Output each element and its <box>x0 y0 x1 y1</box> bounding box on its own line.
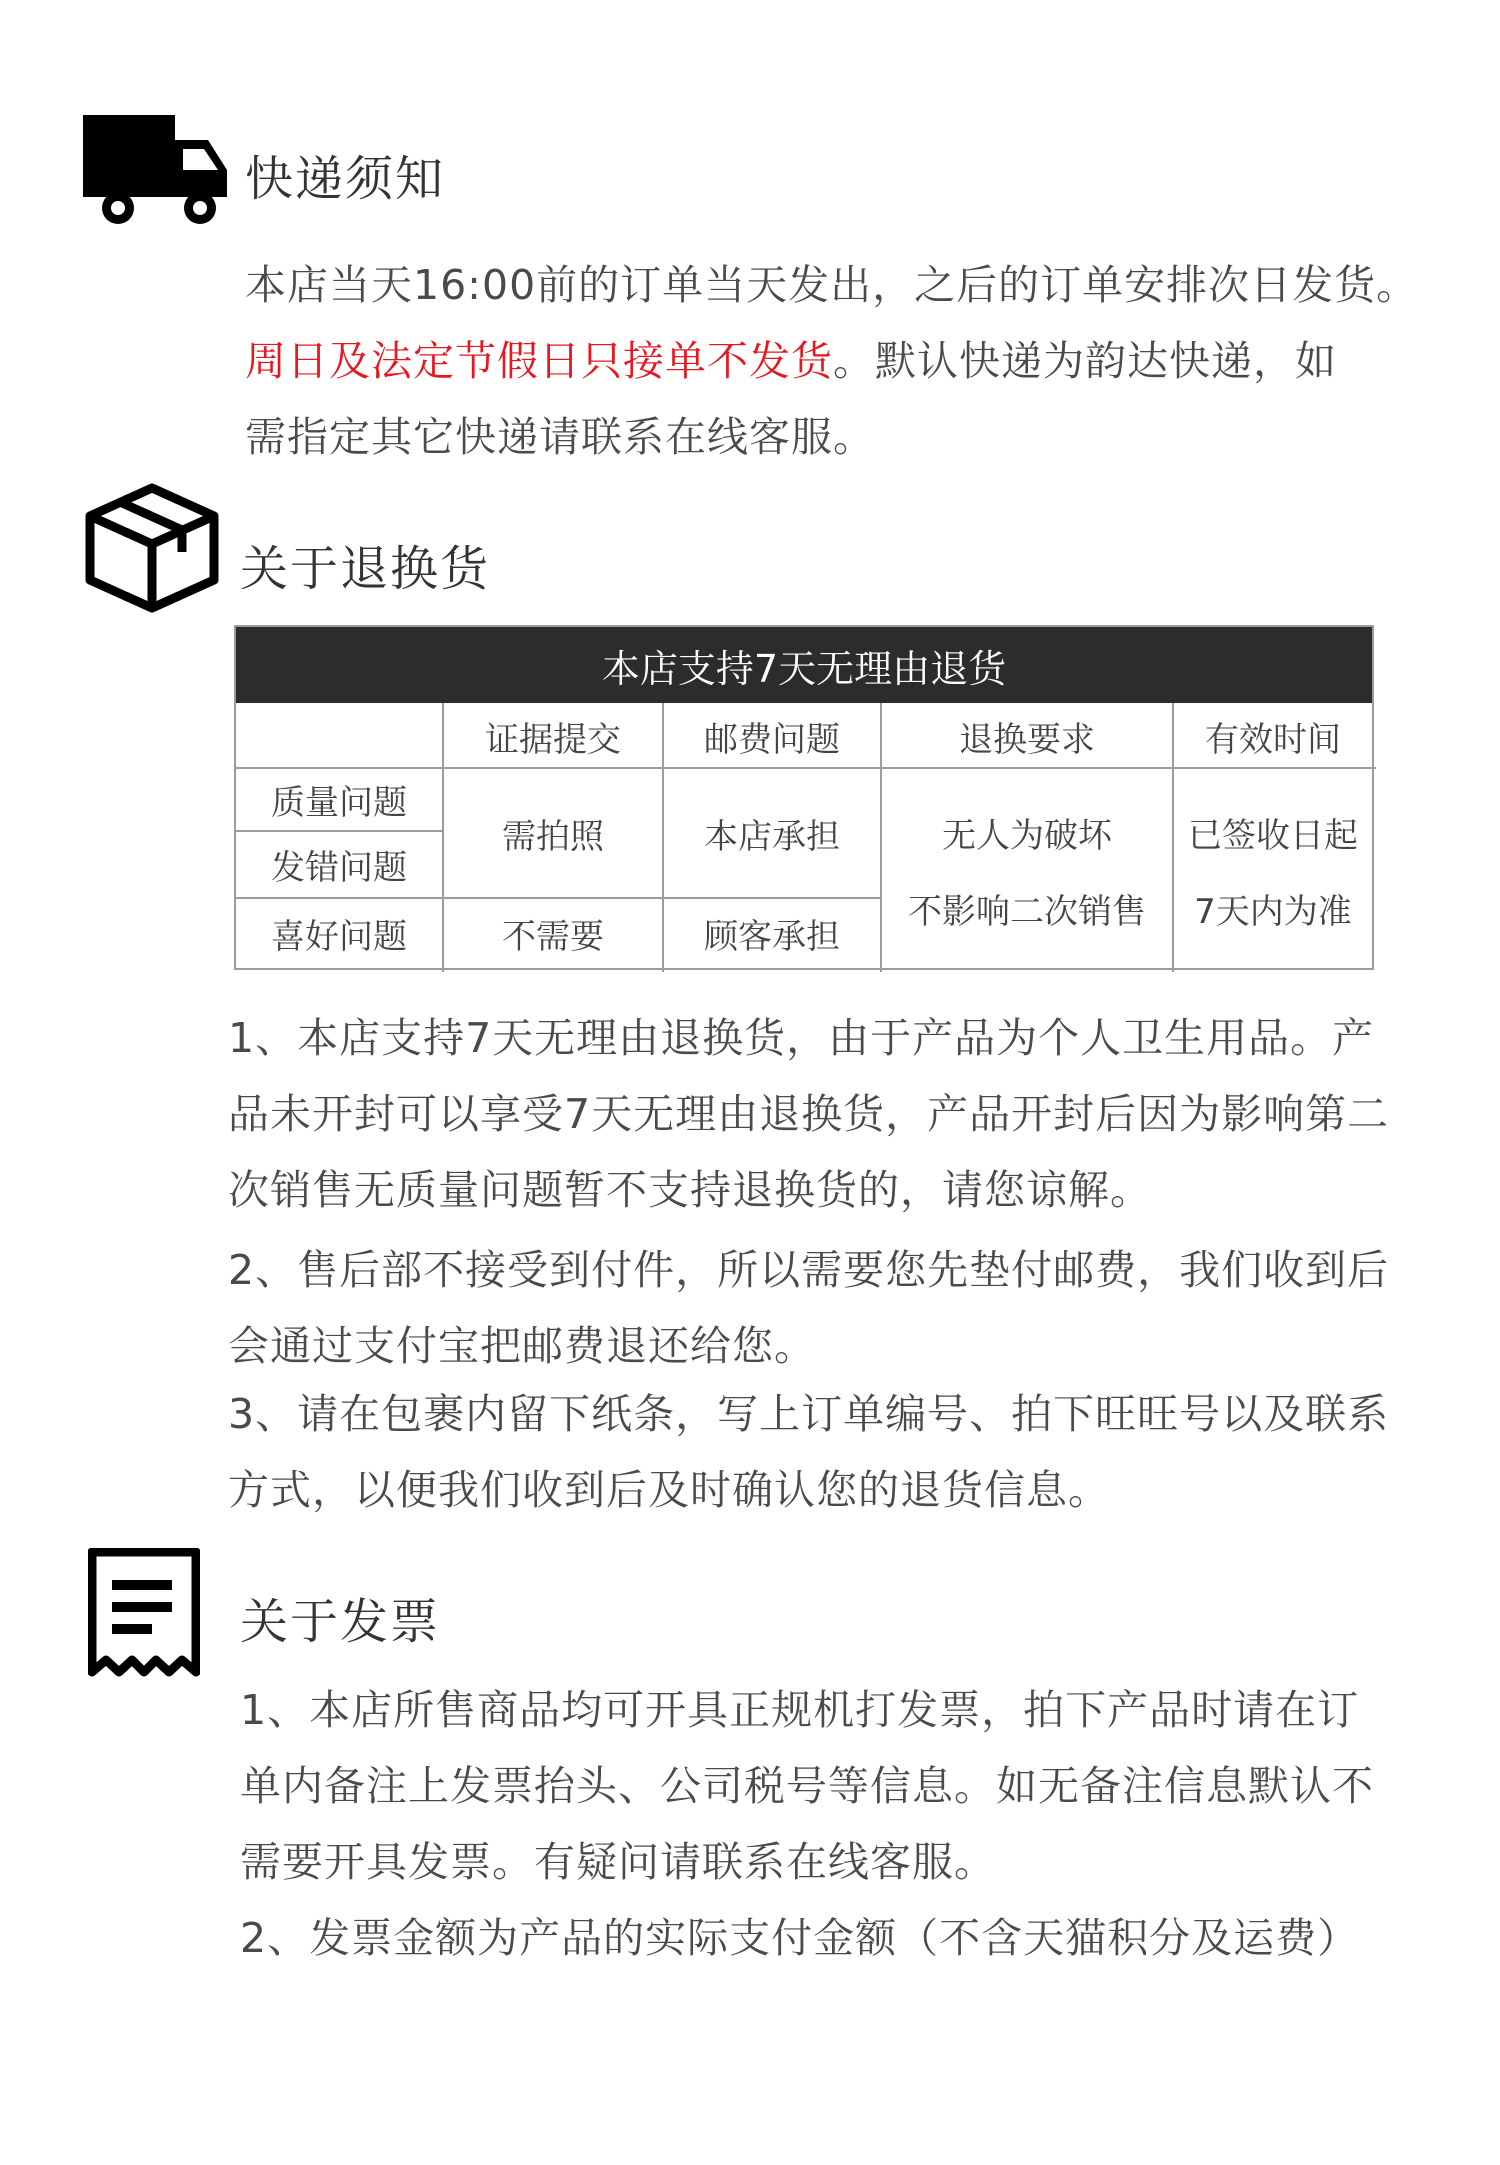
returns-note-3-line-1: 3、请在包裹内留下纸条，写上订单编号、拍下旺旺号以及联系 <box>228 1390 1390 1438</box>
cell-requirement-line-1: 无人为破坏 <box>942 815 1112 856</box>
invoice-note-1-line-3: 需要开具发票。有疑问请联系在线客服。 <box>240 1838 996 1886</box>
cell-postage-store: 本店承担 <box>704 816 840 857</box>
row-header-wrong-item: 发错问题 <box>271 848 407 888</box>
shipping-line-2-rest: 。默认快递为韵达快递，如 <box>833 337 1337 385</box>
invoice-note-2-line-1: 2、发票金额为产品的实际支付金额（不含天猫积分及运费） <box>240 1914 1360 1962</box>
returns-policy-table <box>234 625 1374 970</box>
receipt-icon <box>88 1548 200 1680</box>
returns-note-2-line-1: 2、售后部不接受到付件，所以需要您先垫付邮费，我们收到后 <box>228 1246 1390 1294</box>
returns-title: 关于退换货 <box>240 541 491 597</box>
cell-postage-customer: 顾客承担 <box>704 917 840 957</box>
returns-note-1-line-2: 品未开封可以享受7天无理由退换货，产品开封后因为影响第二 <box>228 1090 1390 1138</box>
shipping-title: 快递须知 <box>245 151 446 207</box>
col-header-evidence: 证据提交 <box>485 719 621 760</box>
returns-note-2-line-2: 会通过支付宝把邮费退还给您。 <box>228 1322 816 1370</box>
cell-validity-line-1: 已签收日起 <box>1188 815 1358 856</box>
cell-requirement-line-2: 不影响二次销售 <box>908 891 1146 932</box>
row-header-quality: 质量问题 <box>271 783 407 823</box>
cell-evidence-photo: 需拍照 <box>502 816 604 857</box>
col-header-postage: 邮费问题 <box>704 719 840 760</box>
col-header-requirement: 退换要求 <box>959 719 1095 760</box>
returns-note-3-line-2: 方式，以便我们收到后及时确认您的退货信息。 <box>228 1466 1110 1514</box>
col-header-validity: 有效时间 <box>1205 719 1341 760</box>
row-header-preference: 喜好问题 <box>271 917 407 957</box>
holiday-notice: 周日及法定节假日只接单不发货 <box>245 337 833 385</box>
cell-evidence-none: 不需要 <box>502 917 604 957</box>
returns-note-1-line-3: 次销售无质量问题暂不支持退换货的，请您谅解。 <box>228 1166 1152 1214</box>
shipping-line-1: 本店当天16:00前的订单当天发出，之后的订单安排次日发货。 <box>245 261 1419 309</box>
cell-validity-line-2: 7天内为准 <box>1194 891 1352 932</box>
invoice-note-1-line-2: 单内备注上发票抬头、公司税号等信息。如无备注信息默认不 <box>240 1762 1374 1810</box>
shipping-line-2 <box>245 323 1337 399</box>
invoice-title: 关于发票 <box>240 1594 441 1650</box>
truck-icon <box>80 112 230 228</box>
shipping-line-3: 需指定其它快递请联系在线客服。 <box>245 413 875 461</box>
returns-note-1-line-1: 1、本店支持7天无理由退换货，由于产品为个人卫生用品。产 <box>228 1014 1375 1062</box>
table-header: 本店支持7天无理由退货 <box>236 627 1372 703</box>
box-icon <box>82 480 222 616</box>
invoice-note-1-line-1: 1、本店所售商品均可开具正规机打发票，拍下产品时请在订 <box>240 1686 1360 1734</box>
